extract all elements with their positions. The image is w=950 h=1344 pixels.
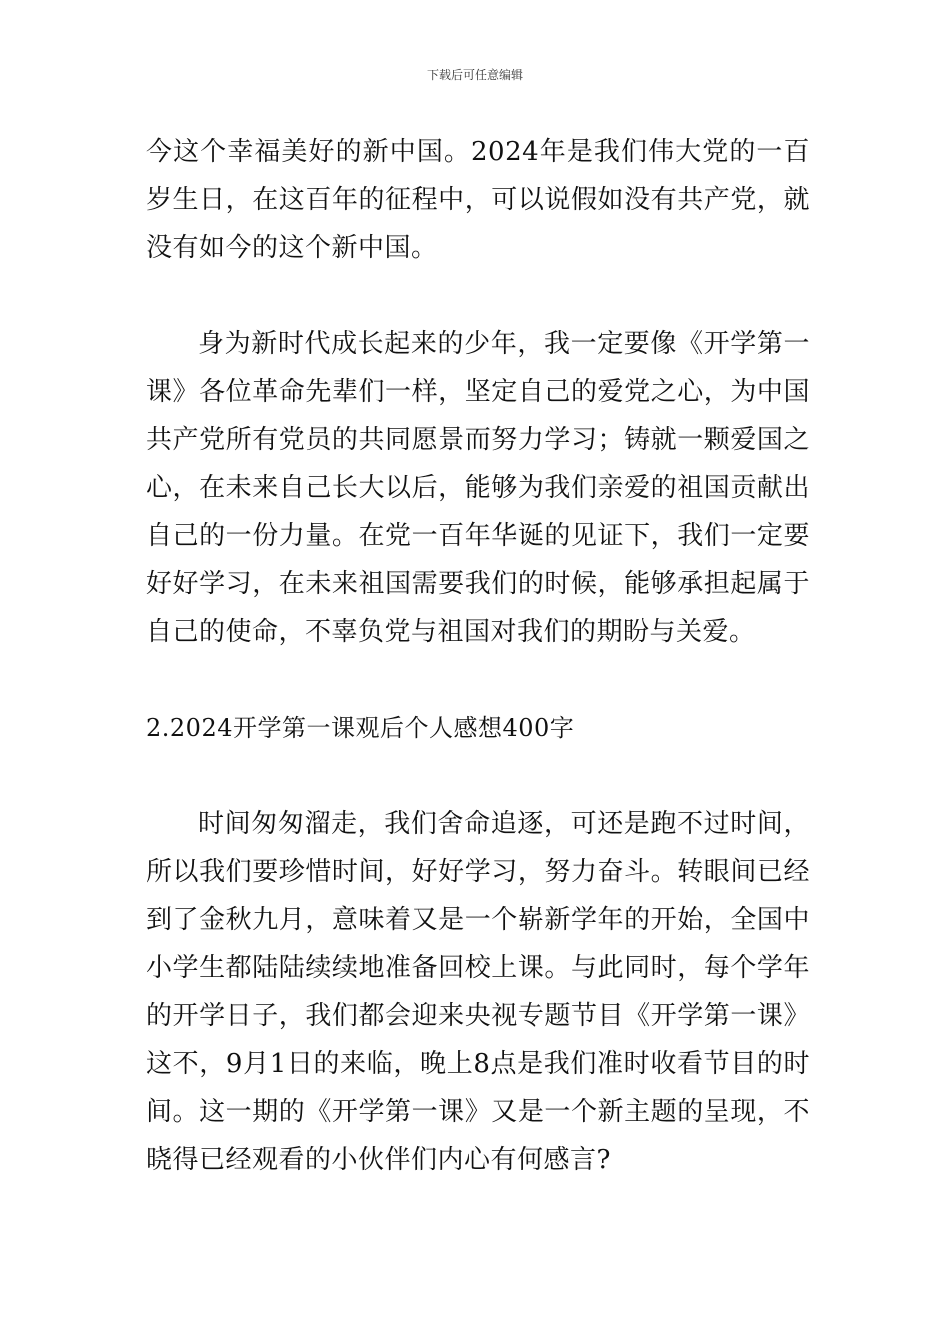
section-heading: 2.2024开学第一课观后个人感想400字 [146, 714, 575, 742]
document-body [146, 128, 810, 1184]
page-header: 下载后可任意编辑 [426, 68, 523, 82]
paragraph-pledge: 身为新时代成长起来的少年，我一定要像《开学第一课》各位革命先辈们一样，坚定自己的爱党之心，为中国共产党所有党员的共同愿景而努力学习；铸就一颗爱国之心，在未来自己长大以后，能够为我们亲爱的祖国贡献出自己的一份力量。在党一百年华诞的见证下，我们一定要好好学习，在未来祖国需要我们的时候，能够承担起属于自己的使命，不辜负党与祖国对我们的期盼与关爱。 [146, 329, 810, 647]
paragraph-continuation: 今这个幸福美好的新中国。2024年是我们伟大党的一百岁生日，在这百年的征程中，可以说假如没有共产党，就没有如今的这个新中国。 [146, 137, 810, 263]
paragraph-essay: 时间匆匆溜走，我们舍命追逐，可还是跑不过时间，所以我们要珍惜时间，好好学习，努力奋斗。转眼间已经到了金秋九月，意味着又是一个崭新学年的开始，全国中小学生都陆陆续续地准备回校上课。与此同时，每个学年的开学日子，我们都会迎来央视专题节目《开学第一课》这不，9月1日的来临，晚上8点是我们准时收看节目的时间。这一期的《开学第一课》又是一个新主题的呈现，不晓得已经观看的小伙伴们内心有何感言? [146, 809, 810, 1175]
